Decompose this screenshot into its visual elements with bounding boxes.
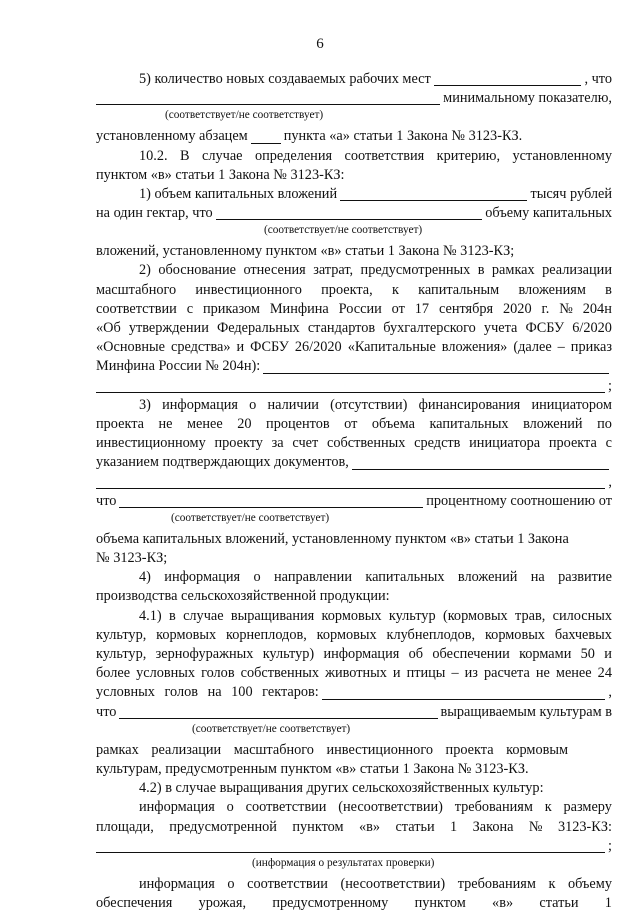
word: от — [391, 300, 405, 317]
item3-tail: процентному соотношению от — [426, 492, 612, 509]
word: финансирования — [418, 396, 521, 413]
word: голов — [201, 665, 235, 682]
word: информация — [162, 396, 238, 413]
item1-line3: вложений, установленному пунктом «в» статьи 1 Закона № 3123-КЗ; — [96, 243, 515, 260]
word: размеру — [563, 799, 612, 816]
item5-hint: (соответствует/не соответствует) — [165, 109, 324, 122]
item5-line2 — [96, 89, 612, 108]
item4-2-yield-line2 — [96, 894, 612, 913]
word: критерию, — [436, 147, 501, 164]
word: о — [253, 569, 261, 586]
area-check-result-field[interactable] — [96, 839, 605, 853]
word: обеспечения — [96, 895, 173, 912]
word: вложений — [523, 415, 583, 432]
item4-1-l5: условных голов на 100 гектаров: — [96, 684, 319, 701]
word: бахчевых — [554, 626, 612, 643]
word: Закона — [472, 818, 514, 835]
word: капитальных — [365, 569, 445, 586]
word: из — [464, 665, 478, 682]
item2-line1 — [96, 262, 612, 281]
word: установленному — [512, 147, 612, 164]
word: В — [180, 147, 190, 164]
word: учета — [483, 320, 518, 337]
word: 3) — [139, 396, 151, 413]
word: «Об — [96, 320, 121, 337]
word: масштабного — [96, 281, 177, 298]
word: 3123-КЗ: — [557, 818, 612, 835]
word: стандартов — [307, 320, 376, 337]
word: от — [344, 415, 358, 432]
word: утверждении — [128, 320, 209, 337]
word: в — [605, 281, 612, 298]
word: за — [271, 435, 284, 452]
item4-2-area-line1 — [96, 798, 612, 817]
word: инициатором — [531, 396, 612, 413]
word: – — [557, 339, 565, 356]
word: и — [236, 339, 245, 356]
word: расчета — [483, 665, 530, 682]
word: информация — [139, 799, 215, 816]
word: статьи — [395, 818, 435, 835]
word: отнесения — [243, 262, 306, 279]
word: «в» — [358, 818, 381, 835]
item5-compliance-field[interactable] — [96, 91, 440, 105]
word: вложениям — [518, 281, 586, 298]
word: капитальных — [429, 415, 509, 432]
capital-investment-field[interactable] — [340, 187, 527, 201]
item3-line5 — [96, 473, 612, 492]
item4-1-tail: выращиваемым культурам в — [440, 703, 612, 720]
word: объему — [567, 875, 612, 892]
word: направлении — [274, 569, 352, 586]
word: информация — [323, 646, 400, 663]
item4-line1 — [96, 568, 612, 587]
word: об — [408, 646, 424, 663]
word: статьи — [539, 895, 579, 912]
word: собственных — [326, 435, 406, 452]
item2-line7 — [96, 377, 612, 396]
word: средства» — [170, 339, 231, 356]
word: ФСБУ — [250, 339, 289, 356]
word: затрат, — [313, 262, 354, 279]
word: 50 — [580, 646, 595, 663]
item4-1-line1 — [96, 607, 612, 626]
section-10-2-line1 — [96, 147, 612, 166]
word: случае — [202, 147, 243, 164]
word: к — [544, 799, 552, 816]
word: 20 — [237, 415, 252, 432]
word: 6/2020 — [572, 320, 612, 337]
word: кормовых — [316, 626, 377, 643]
item5-l3b: пункта «а» статьи 1 Закона № 3123-КЗ. — [283, 128, 523, 145]
word: и — [604, 646, 612, 663]
word: г. — [541, 300, 550, 317]
word: силосных — [552, 607, 612, 624]
word: реализации — [542, 262, 612, 279]
word: в — [168, 607, 176, 624]
word: обеспечении — [432, 646, 510, 663]
item3-comma: , — [608, 473, 612, 490]
word: объема — [371, 415, 415, 432]
word: № — [559, 300, 573, 317]
word: (далее — [513, 339, 552, 356]
item5-lead: 5) количество новых создаваемых рабочих мест — [139, 70, 431, 87]
word: требованиям — [454, 799, 533, 816]
word: предусмотренному — [272, 895, 389, 912]
word: средств — [414, 435, 461, 452]
item5-paragraph-field[interactable] — [251, 130, 281, 144]
word: информация — [164, 569, 241, 586]
item4-1-line7: рамках реализации масштабного инвестиционного проекта кормовым — [96, 741, 569, 758]
word: собственных — [240, 665, 320, 682]
word: обоснование — [158, 262, 236, 279]
word: на — [530, 569, 545, 586]
word: наличии — [267, 396, 319, 413]
word: определения — [254, 147, 333, 164]
word: вложения» — [441, 339, 508, 356]
word: – — [451, 665, 459, 682]
word: 24 — [597, 665, 612, 682]
item5-chto: , что — [584, 70, 612, 87]
word: информация — [139, 875, 215, 892]
word: площади, — [96, 818, 154, 835]
word: соответствии — [96, 300, 177, 317]
item4-2-end: ; — [608, 837, 612, 854]
item4-1-line8: культурам, предусмотренным пунктом «в» статьи 1 Закона № 3123-КЗ. — [96, 760, 529, 777]
word: зернофуражных — [155, 646, 254, 663]
word: к — [548, 875, 556, 892]
word: (несоответствии) — [338, 799, 443, 816]
item5-tail: минимальному показателю, — [443, 90, 612, 107]
item1-lead: 1) объем капитальных вложений — [139, 185, 338, 202]
word: 4.1) — [139, 607, 162, 624]
word: менее — [187, 415, 223, 432]
word: вложений — [457, 569, 518, 586]
word: по — [597, 415, 612, 432]
word: кормовых — [156, 626, 217, 643]
item1-line2 — [96, 204, 612, 223]
word: капитальным — [418, 281, 500, 298]
word: с — [605, 435, 612, 452]
item4-2-hint: (информация о результатах проверки) — [252, 856, 435, 869]
item3-line8: № 3123-КЗ; — [96, 550, 168, 567]
section-10-2-line2: пунктом «в» статьи 1 Закона № 3123-КЗ: — [96, 166, 345, 183]
supporting-documents-field-2[interactable] — [96, 475, 605, 489]
item2-line3 — [96, 300, 612, 319]
item4-1-comma: , — [608, 684, 612, 701]
item3-line6 — [96, 492, 612, 511]
word: не — [535, 665, 550, 682]
word: кормами — [519, 646, 572, 663]
word: условных — [136, 665, 196, 682]
word: культур — [388, 607, 436, 624]
word: бухгалтерского — [383, 320, 476, 337]
item4-1-line6 — [96, 703, 612, 722]
word: развитие — [558, 569, 612, 586]
word: 17 — [414, 300, 430, 317]
word: клубнеплодов, — [386, 626, 476, 643]
word: урожая, — [198, 895, 247, 912]
item3-l4: указанием подтверждающих документов, — [96, 454, 349, 471]
item4-1-compliance-field[interactable] — [119, 705, 437, 719]
word: инвестиционному — [96, 435, 206, 452]
item1-unit: тысяч рублей — [530, 185, 612, 202]
item1-hint: (соответствует/не соответствует) — [264, 224, 423, 237]
word: сентября — [438, 300, 494, 317]
word: в — [477, 262, 485, 279]
item5-l3a: установленному абзацем — [96, 128, 248, 145]
word: процентов — [266, 415, 330, 432]
word: к — [391, 281, 399, 298]
word: (несоответствии) — [340, 875, 446, 892]
item4-1-line2 — [96, 626, 612, 645]
word: ФСБУ — [525, 320, 565, 337]
word: более — [96, 665, 131, 682]
item4-2-area-line3 — [96, 837, 612, 856]
word: 4) — [139, 569, 151, 586]
word: приказом — [202, 300, 260, 317]
item3-compliance-field[interactable] — [119, 494, 423, 508]
word: культур, — [96, 626, 147, 643]
document-body — [96, 70, 612, 913]
word: соответствии — [245, 799, 327, 816]
word: проекту — [214, 435, 263, 452]
item3-chto: что — [96, 492, 117, 509]
feed-supply-field[interactable] — [322, 686, 606, 700]
item4-1-chto: что — [96, 703, 117, 720]
word: приказ — [570, 339, 612, 356]
word: птицы — [406, 665, 446, 682]
word: менее — [555, 665, 592, 682]
item4-line2: производства сельскохозяйственной продукции: — [96, 588, 390, 605]
item4-2-yield-line1 — [96, 875, 612, 894]
word: проекта, — [321, 281, 373, 298]
item2-last: Минфина России № 204н): — [96, 358, 261, 375]
word: «Основные — [96, 339, 165, 356]
word: Федеральных — [216, 320, 300, 337]
word: трав, — [515, 607, 546, 624]
word: инвестиционного — [195, 281, 302, 298]
word: соответствии — [247, 875, 328, 892]
word: (отсутствии) — [330, 396, 408, 413]
word: 1 — [604, 895, 612, 912]
item4-1-line3 — [96, 645, 612, 664]
word: и — [392, 665, 401, 682]
item1-l2a: на один гектар, что — [96, 205, 213, 222]
word: 10.2. — [139, 147, 168, 164]
item1-l2b: объему капитальных — [485, 205, 612, 222]
item2-line5 — [96, 338, 612, 357]
word: пунктом — [292, 818, 344, 835]
word: проекта — [548, 435, 597, 452]
word: рамках — [491, 262, 535, 279]
word: не — [158, 415, 173, 432]
word: случае — [183, 607, 224, 624]
word: предусмотренной — [169, 818, 277, 835]
word: животных — [325, 665, 387, 682]
word: 1 — [450, 818, 458, 835]
item5-line1 — [96, 70, 612, 89]
word: «в» — [492, 895, 514, 912]
item4-1-line5 — [96, 683, 612, 702]
word: кормовых — [321, 607, 382, 624]
word: «Капитальные — [347, 339, 436, 356]
new-jobs-count-field[interactable] — [434, 72, 582, 86]
word: кормовых — [484, 626, 545, 643]
supporting-documents-field-1[interactable] — [352, 456, 609, 470]
word: 26/2020 — [294, 339, 342, 356]
word: о — [249, 396, 257, 413]
word: выращивания — [230, 607, 315, 624]
word: корнеплодов, — [226, 626, 307, 643]
item4-2-line1: 4.2) в случае выращивания других сельскохозяйственных культур: — [139, 780, 544, 797]
item2-justification-field-1[interactable] — [263, 360, 609, 374]
word: пунктом — [414, 895, 466, 912]
item2-line4 — [96, 319, 612, 338]
word: счет — [292, 435, 319, 452]
item4-1-line4 — [96, 664, 612, 683]
item4-2-area-line2 — [96, 818, 612, 837]
item2-line2 — [96, 281, 612, 300]
word: инициатора — [469, 435, 541, 452]
item1-line1 — [96, 185, 612, 204]
word: (кормовых — [442, 607, 508, 624]
item3-line7: объема капитальных вложений, установленному пунктом «в» статьи 1 Закона — [96, 530, 569, 547]
word: № — [528, 818, 543, 835]
item3-line2 — [96, 415, 612, 434]
word: 2) — [139, 262, 151, 279]
word: о — [226, 799, 234, 816]
word: о — [227, 875, 235, 892]
word: культур, — [96, 646, 147, 663]
item3-line1 — [96, 396, 612, 415]
word: 204н — [582, 300, 612, 317]
item5-line3 — [96, 127, 612, 146]
word: соответствия — [344, 147, 425, 164]
page-number: 6 — [316, 36, 324, 52]
word: требованиям — [457, 875, 536, 892]
item3-line4 — [96, 453, 612, 472]
item2-line6 — [96, 357, 612, 376]
word: проекта — [96, 415, 144, 432]
word: с — [186, 300, 194, 317]
word: России — [338, 300, 382, 317]
item3-line3 — [96, 434, 612, 453]
item2-justification-field-2[interactable] — [96, 379, 605, 393]
item4-1-hint: (соответствует/не соответствует) — [192, 722, 351, 735]
item3-hint: (соответствует/не соответствует) — [171, 511, 330, 524]
item1-compliance-field[interactable] — [216, 206, 483, 220]
word: культур) — [262, 646, 315, 663]
word: Минфина — [269, 300, 329, 317]
item2-end: ; — [608, 377, 612, 394]
word: предусмотренных — [360, 262, 471, 279]
word: 2020 — [503, 300, 532, 317]
